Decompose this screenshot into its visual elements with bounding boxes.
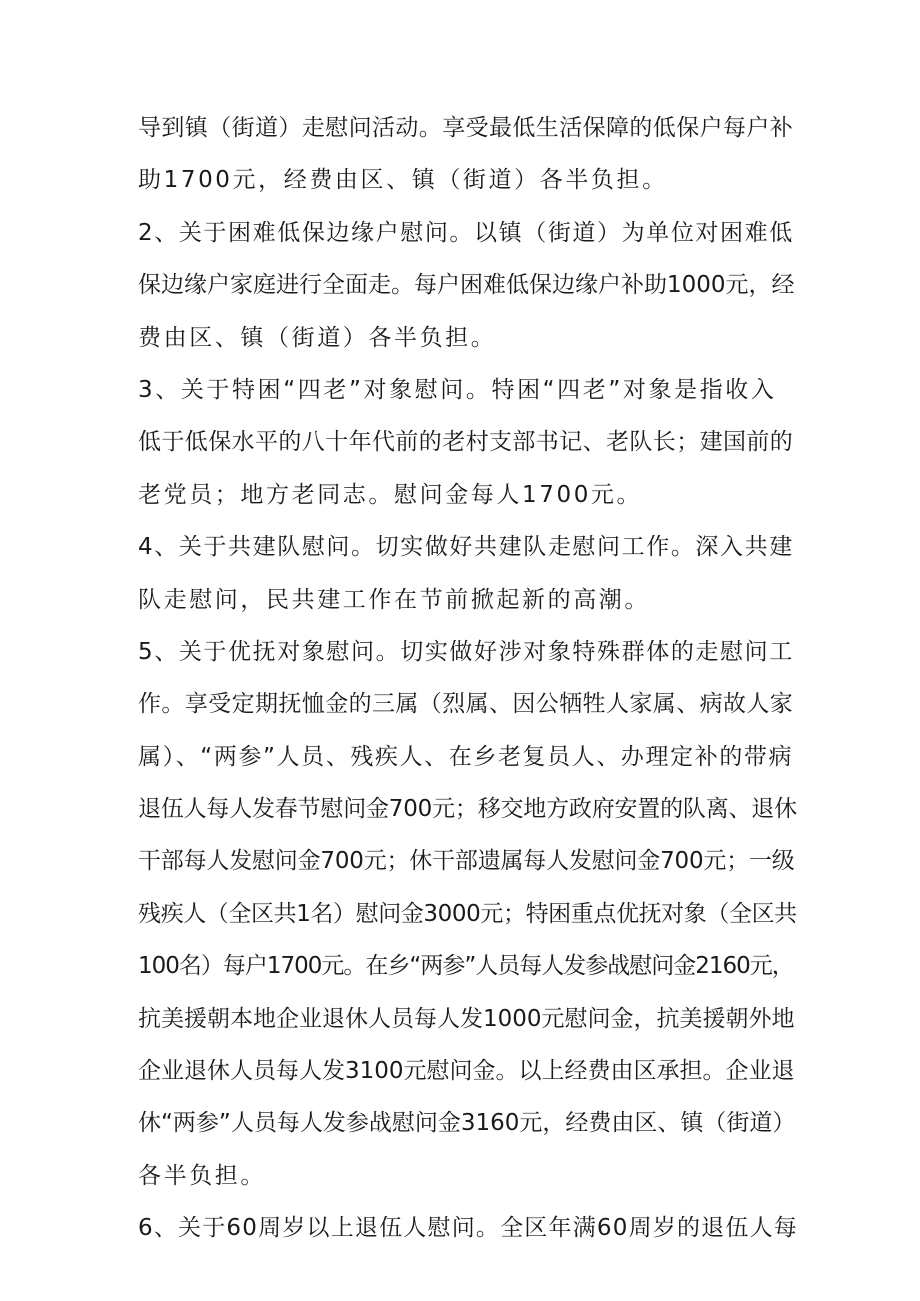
paragraph-item-2 bbox=[138, 207, 798, 364]
text-line: 属）、“两参”人员、残疾人、在乡老复员人、办理定补的带病 bbox=[138, 743, 794, 770]
text-line: 作。享受定期抚恤金的三属（烈属、因公牺牲人家属、病故人家 bbox=[138, 691, 794, 718]
text-line: 队走慰问，民共建工作在节前掀起新的高潮。 bbox=[138, 586, 650, 613]
text-line: 导到镇（街道）走慰问活动。享受最低生活保障的低保户每户补 bbox=[138, 115, 794, 141]
text-line: 4、关于共建队慰问。切实做好共建队走慰问工作。深入共建 bbox=[138, 534, 794, 561]
text-line: 各半负担。 bbox=[138, 1162, 266, 1189]
text-line: 干部每人发慰问金700元；休干部遗属每人发慰问金700元；一级 bbox=[138, 848, 795, 875]
text-line: 100名）每户1700元。在乡“两参”人员每人发参战慰问金2160元， bbox=[138, 953, 794, 980]
text-line: 助1700元，经费由区、镇（街道）各半负担。 bbox=[138, 167, 668, 194]
paragraph-item-3 bbox=[138, 364, 798, 521]
text-line: 保边缘户家庭进行全面走。每户困难低保边缘户补助1000元，经 bbox=[138, 272, 795, 299]
text-line: 2、关于困难低保边缘户慰问。以镇（街道）为单位对困难低 bbox=[138, 219, 794, 246]
text-line: 3、关于特困“四老”对象慰问。特困“四老”对象是指收入 bbox=[138, 376, 777, 403]
text-line: 休“两参”人员每人发参战慰问金3160元，经费由区、镇（街道） bbox=[138, 1110, 796, 1137]
text-line: 6、关于60周岁以上退伍人慰问。全区年满60周岁的退伍人每 bbox=[138, 1215, 798, 1242]
document-body bbox=[138, 102, 798, 1255]
text-line: 老党员；地方老同志。慰问金每人1700元。 bbox=[138, 481, 643, 508]
text-line: 退伍人每人发春节慰问金700元；移交地方政府安置的队离、退休 bbox=[138, 796, 797, 823]
text-line: 残疾人（全区共1名）慰问金3000元；特困重点优抚对象（全区共 bbox=[138, 900, 797, 927]
text-line: 抗美援朝本地企业退休人员每人发1000元慰问金，抗美援朝外地 bbox=[138, 1005, 795, 1032]
paragraph-item-5 bbox=[138, 626, 798, 1202]
paragraph-item-6 bbox=[138, 1202, 798, 1254]
text-line: 费由区、镇（街道）各半负担。 bbox=[138, 324, 497, 351]
paragraph-item-4 bbox=[138, 521, 798, 626]
text-line: 5、关于优抚对象慰问。切实做好涉对象特殊群体的走慰问工 bbox=[138, 638, 794, 665]
text-line: 企业退休人员每人发3100元慰问金。以上经费由区承担。企业退 bbox=[138, 1058, 795, 1085]
text-line: 低于低保水平的八十年代前的老村支部书记、老队长；建国前的 bbox=[138, 429, 794, 456]
paragraph-1-continuation bbox=[138, 102, 798, 207]
